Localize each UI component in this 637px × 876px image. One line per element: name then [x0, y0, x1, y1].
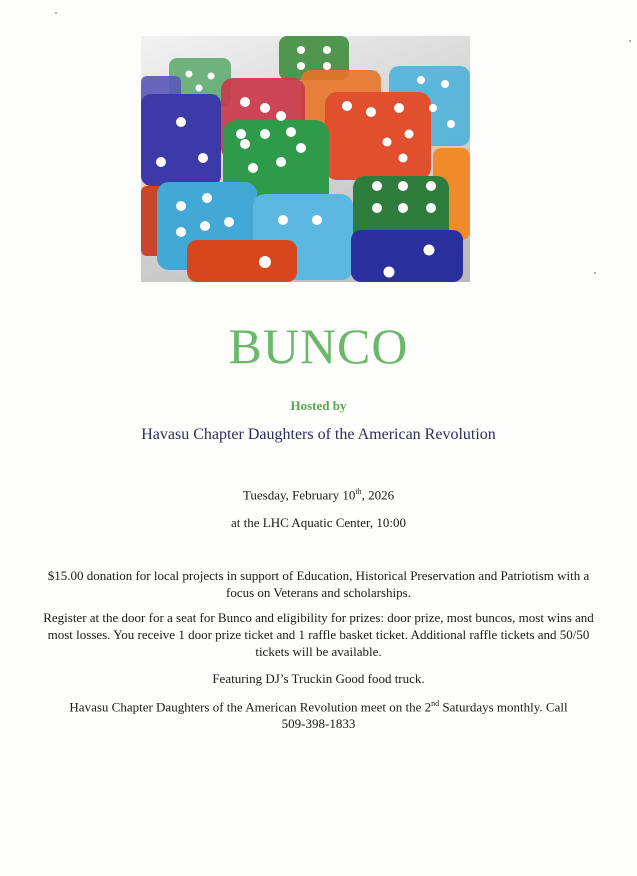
date-year: , 2026	[361, 487, 395, 503]
meeting-paragraph	[36, 695, 601, 732]
event-location: at the LHC Aquatic Center, 10:00	[231, 515, 406, 530]
dice-illustration	[141, 36, 470, 282]
contact-phone: 509-398-1833	[281, 716, 356, 732]
die-navy-front	[351, 230, 463, 282]
dice-photo	[141, 36, 470, 282]
registration-paragraph: Register at the door for a seat for Bunco and eligibility for prizes: door prize, most buncos, most wins and most losses. You receive 1 door prize ticket and 1 raffle basket ticket. Additional raffle tickets and 50/50 tickets will be available.	[43, 610, 594, 659]
die-blue-big	[141, 94, 221, 186]
meeting-prefix: Havasu Chapter Daughters of the American Revolution meet on the 2	[69, 699, 432, 715]
scan-speck	[629, 40, 631, 42]
scan-speck	[594, 272, 596, 274]
scan-speck	[55, 12, 57, 14]
date-prefix: Tuesday, February 10	[242, 487, 356, 503]
featuring-line: Featuring DJ’s Truckin Good food truck.	[212, 671, 425, 686]
event-date	[0, 487, 637, 503]
meeting-ordinal: nd	[431, 699, 440, 708]
donation-paragraph: $15.00 donation for local projects in support of Education, Historical Preservation and Patriotism with a focus on Veterans and scholarships.	[47, 568, 590, 600]
host-organization: Havasu Chapter Daughters of the American Revolution	[141, 426, 496, 443]
date-ordinal: th	[355, 487, 362, 496]
die-red-right	[325, 92, 431, 180]
meeting-suffix: Saturdays monthly. Call	[439, 699, 568, 715]
event-title: BUNCO	[228, 318, 409, 374]
die-orange-front	[187, 240, 297, 282]
hosted-by-label: Hosted by	[290, 398, 347, 413]
